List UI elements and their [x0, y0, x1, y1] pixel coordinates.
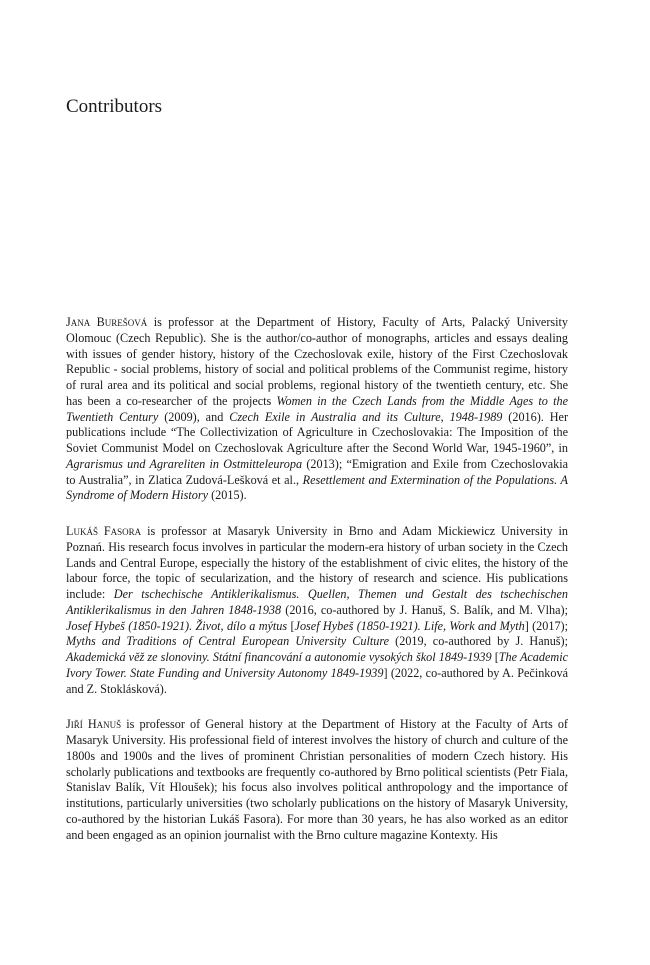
bio-title-italic: Akademická věž ze slonoviny. Státní financování a autonomie vysokých škol 1849-1939 [66, 650, 492, 664]
contributor-name: Jana Burešová [66, 315, 148, 329]
contributor-name: Jiří Hanuš [66, 717, 122, 732]
bio-title-italic: Resettlement and Extermination of the Populations. A Syndrome of Modern History [66, 472, 568, 503]
bio-text: is professor of General history at the Department of History at the Faculty of Arts of Masaryk University. His professional field of interest involves the history of church and culture of the 1800s and 1900s and the lives of prominent Christian personalities of modern Czech history. His scholarly publications and textbooks are frequently co-authored by Brno political scientists (Petr Fiala, Stanislav Balík, Vít Hloušek); his focus also involves political anthropology and the importance of institutions, particularly universities (two scholarly publications on the history of Masaryk University, co-authored by the historian Lukáš Fasora). For more than 30 years, he has also worked as an editor and been engaged as an opinion journalist with the Brno culture magazine Kontexty. His [66, 717, 568, 842]
page-title: Contributors [66, 96, 163, 117]
bio-title-italic: Myths and Traditions of Central European University Culture [66, 634, 390, 649]
bio-title-italic: Josef Hybeš (1850-1921). Život, dílo a mýtus [66, 618, 288, 633]
bio-title-italic: Women in the Czech Lands from the Middle Ages to the Twentieth Century [66, 393, 568, 424]
bio-text: (2019, co-authored by J. Hanuš); [389, 634, 568, 649]
bio-paragraph [66, 315, 568, 504]
bio-text: (2013); “Emigration and Exile from Czechoslovakia to Australia”, in Zlatica Zudová-Lešková et al., [66, 456, 569, 487]
bio-title-italic: Czech Exile in Australia and its Culture, 1948-1989 [229, 409, 503, 424]
contributor-name: Lukáš Fasora [66, 524, 142, 538]
bio-paragraph [66, 524, 568, 697]
bio-text: is professor at Masaryk University in Brno and Adam Mickiewicz University in Poznań. His research focus involves in particular the modern-era history of urban society in the Czech Lands and Central Europe, especially the history of the establishment of civic elites, the history of the labour force, the topic of secularization, and the history of research and science. His publications include: [66, 524, 568, 601]
bio-text: ] (2017); [524, 618, 568, 633]
bio-text: [ [287, 618, 295, 633]
bio-title-italic: Josef Hybeš (1850-1921). Life, Work and Myth [294, 618, 525, 633]
bio-text: is professor at the Department of History, Faculty of Arts, Palacký University Olomouc (Czech Republic). She is the author/co-author of monographs, articles and essays dealing with issues of gender history, history of the Czechoslovak exile, history of the First Czechoslovak Republic - social problems, history of social and political problems of the Communist regime, history of rural area and its political and social problems, regional history of the twentieth century, etc. She has been a co-researcher of the projects [66, 315, 568, 408]
bio-title-italic: The Academic Ivory Tower. State Funding and University Autonomy 1849-1939 [66, 650, 569, 680]
bio-text: (2015). [208, 488, 247, 503]
bio-title-italic: Agrarismus und Agrareliten in Ostmitteleuropa [66, 456, 303, 471]
contributor-bios [66, 315, 568, 863]
bio-text: (2016). Her publications include “The Collectivization of Agriculture in Czechoslovakia: The Imposition of the Soviet Communist Model on Czechoslovak Agriculture after the Second World War, 1945-1960”, in [66, 409, 569, 455]
bio-paragraph [66, 717, 568, 843]
bio-text: (2016, co-authored by J. Hanuš, S. Balík, and M. Vlha); [281, 602, 568, 617]
bio-text: ] (2022, co-authored by A. Pečinková and Z. Stoklásková). [66, 665, 569, 696]
bio-text: [ [491, 650, 499, 664]
bio-title-italic: Der tschechische Antiklerikalismus. Quellen, Themen und Gestalt des tschechischen Antiklerikalismus in den Jahren 1848-1938 [66, 587, 569, 617]
bio-text: (2009), and [158, 409, 230, 424]
